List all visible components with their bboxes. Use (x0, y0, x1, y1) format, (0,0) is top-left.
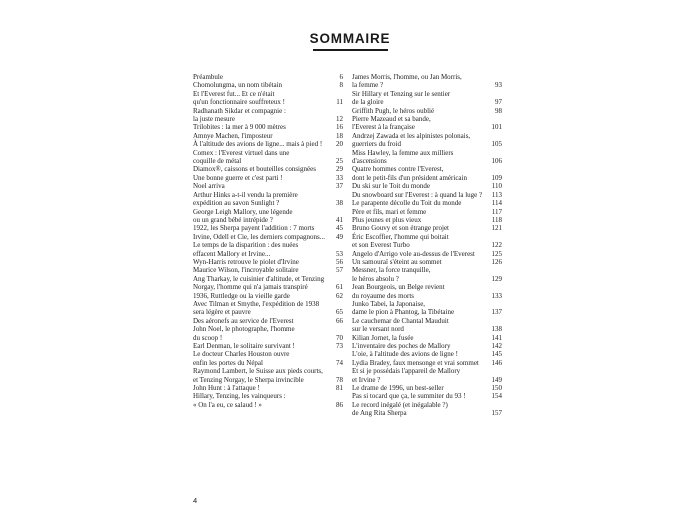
toc-entry (352, 182, 502, 190)
toc-entry (193, 350, 343, 367)
toc-entry-page: 86 (336, 400, 343, 409)
toc-entry-title-line: guerriers du froid (352, 140, 401, 149)
toc-entry-page: 98 (495, 106, 502, 115)
toc-entry-title-line: sera légère et pauvre (193, 308, 251, 317)
toc-entry-page: 8 (339, 81, 343, 90)
toc-entry-title-line: de Ang Rita Sherpa (352, 409, 407, 418)
toc-entry-title-line: Raymond Lambert, le Suisse aux pieds courts, (193, 367, 323, 376)
toc-entry-title-line: du scoop ! (193, 333, 223, 342)
toc-entry (352, 115, 502, 132)
toc-entry-page: 114 (491, 199, 502, 208)
toc-entry-title-line: Le docteur Charles Houston ouvre (193, 350, 290, 359)
toc-entry (352, 191, 502, 199)
toc-entry-title-line: Radhanath Sikdar et compagnie : (193, 106, 286, 115)
toc-entry-title-line: 1936, Ruttledge ou la vieille garde (193, 291, 290, 300)
toc-entry-title-line: et Irvine ? (352, 375, 381, 384)
toc-entry-page: 61 (336, 283, 343, 292)
toc-entry-title-line: Des aéronefs au service de l'Everest (193, 316, 294, 325)
toc-entry-title-line: effacent Mallory et Irvine... (193, 249, 271, 258)
toc-entry-page: 157 (491, 409, 502, 418)
toc-entry (352, 258, 502, 266)
toc-entry-title-line: expédition au savon Sunlight ? (193, 199, 280, 208)
page-number: 4 (193, 496, 198, 505)
toc-entry-title-line: Earl Denman, le solitaire survivant ! (193, 342, 295, 350)
toc-entry-title-line: enfin les portes du Népal (193, 358, 263, 367)
toc-entry (193, 258, 343, 266)
toc-entry-page: 113 (491, 190, 502, 199)
toc-entry-title-line: Wyn-Harris retrouve le piolet d'Irvine (193, 257, 299, 266)
toc-entry-page: 133 (491, 291, 502, 300)
toc-entry-page: 109 (491, 173, 502, 182)
toc-entry-page: 62 (336, 291, 343, 300)
toc-entry-title-line: Préambule (193, 73, 223, 81)
toc-entry (193, 275, 343, 292)
toc-entry-page: 25 (336, 157, 343, 166)
toc-entry-title-line: Et si je possédais l'appareil de Mallory (352, 367, 461, 376)
toc-entry (352, 392, 502, 400)
toc-entry (193, 392, 343, 409)
toc-entry-title-line: Diamox®, caissons et bouteilles consignées (193, 165, 316, 174)
toc-entry-title-line: Griffith Pugh, le héros oublié (352, 106, 435, 115)
toc-entry-title-line: Du snowboard sur l'Everest : à quand la luge ? (352, 190, 483, 199)
toc-entry-page: 97 (495, 98, 502, 107)
toc-entry (352, 317, 502, 334)
toc-entry-page: 56 (336, 257, 343, 266)
toc-entry-title-line: d'ascensions (352, 157, 387, 166)
toc-entry-page: 118 (491, 215, 502, 224)
toc-entry-page: 65 (336, 308, 343, 317)
toc-entry (352, 132, 502, 149)
toc-entry-title-line: Angelo d'Arrigo vole au-dessus de l'Everest (352, 249, 475, 258)
toc-entry-page: 20 (336, 140, 343, 149)
toc-entry (352, 367, 502, 384)
toc-entry-page: 141 (491, 333, 502, 342)
toc-entry-title-line: la juste mesure (193, 115, 235, 124)
toc-entry-page: 57 (336, 266, 343, 275)
toc-entry (352, 266, 502, 283)
toc-entry-title-line: Éric Escoffier, l'homme qui boitait (352, 232, 449, 241)
toc-entry-page: 110 (491, 182, 502, 191)
toc-entry-page: 81 (336, 384, 343, 393)
toc-entry-title-line: et son Everest Turbo (352, 241, 410, 250)
toc-entry-title-line: Sir Hillary et Tenzing sur le sentier (352, 89, 451, 98)
toc-entry-title-line: et Tenzing Norgay, le Sherpa invincible (193, 375, 304, 384)
toc-entry-page: 45 (336, 224, 343, 233)
toc-entry-title-line: du royaume des morts (352, 291, 415, 300)
toc-entry-title-line: Amnye Machen, l'imposteur (193, 131, 273, 140)
toc-entry-page: 106 (491, 157, 502, 166)
toc-entry-page: 101 (491, 123, 502, 132)
toc-entry (352, 107, 502, 115)
toc-entry-title-line: qu'un fonctionnaire souffreteux ! (193, 98, 285, 107)
toc-entry-page: 53 (336, 249, 343, 258)
toc-entry-title-line: Le cauchemar de Chantal Mauduit (352, 316, 449, 325)
toc-entry-page: 11 (336, 98, 343, 107)
toc-entry (193, 325, 343, 342)
toc-entry-page: 33 (336, 173, 343, 182)
toc-entry-title-line: Jean Bourgeois, un Belge revient (352, 283, 445, 292)
toc-entry-title-line: John Noel, le photographe, l'homme (193, 325, 295, 334)
toc-entry-title-line: Plus jeunes et plus vieux (352, 215, 422, 224)
toc-entry-page: 41 (336, 215, 343, 224)
toc-entry-page: 78 (336, 375, 343, 384)
toc-entry-page: 38 (336, 199, 343, 208)
toc-entry-page: 142 (491, 342, 502, 350)
toc-entry (193, 81, 343, 89)
toc-entry-title-line: la femme ? (352, 81, 384, 90)
toc-entry-page: 74 (336, 358, 343, 367)
toc-entry-title-line: L'oie, à l'altitude des avions de ligne ! (352, 350, 458, 359)
toc-entry (352, 342, 502, 350)
toc-entry-title-line: Bruno Gouvy et son étrange projet (352, 224, 450, 233)
toc-entry-page: 105 (491, 140, 502, 149)
toc-left-column (193, 73, 343, 409)
toc-entry (193, 90, 343, 107)
toc-entry-title-line: Lydia Bradey, faux mensonge et vrai sommet (352, 358, 479, 367)
toc-entry-title-line: le héros absolu ? (352, 274, 399, 283)
toc-entry-title-line: « On l'a eu, ce salaud ! » (193, 400, 262, 409)
toc-entry (352, 73, 502, 90)
toc-entry-title-line: Miss Hawley, la femme aux milliers (352, 148, 454, 157)
toc-entry-page: 93 (495, 81, 502, 90)
toc-entry-title-line: Quatre hommes contre l'Everest, (352, 165, 444, 174)
toc-entry-title-line: Maurice Wilson, l'incroyable solitaire (193, 266, 299, 275)
toc-entry-title-line: Hillary, Tenzing, les vainqueurs : (193, 392, 286, 401)
toc-entry-title-line: 1922, les Sherpa payent l'addition : 7 morts (193, 224, 315, 233)
toc-entry-page: 122 (491, 241, 502, 250)
toc-entry-page: 73 (336, 342, 343, 350)
toc-entry-page: 150 (491, 384, 502, 393)
toc-entry-title-line: Pas si tocard que ça, le summiter du 93 ! (352, 392, 466, 401)
toc-entry (193, 266, 343, 274)
toc-entry (352, 224, 502, 232)
toc-entry-page: 149 (491, 375, 502, 384)
toc-entry (193, 384, 343, 392)
toc-entry-page: 70 (336, 333, 343, 342)
toc-entry (352, 334, 502, 342)
toc-entry (352, 384, 502, 392)
toc-entry-title-line: Le temps de la disparition : des nuées (193, 241, 299, 250)
toc-entry-title-line: Et l'Everest fut... Et ce n'était (193, 89, 275, 98)
toc-entry-title-line: Messner, la force tranquille, (352, 266, 431, 275)
toc-entry (352, 250, 502, 258)
toc-entry (352, 350, 502, 358)
toc-entry (193, 241, 343, 258)
toc-entry-title-line: sur le versant nord (352, 325, 404, 334)
toc-entry-page: 126 (491, 257, 502, 266)
toc-entry-title-line: James Morris, l'homme, ou Jan Morris, (352, 73, 462, 81)
toc-entry-page: 121 (491, 224, 502, 233)
toc-entry-title-line: Kilian Jornet, la fusée (352, 333, 414, 342)
toc-entry-title-line: Avec Tilman et Smythe, l'expédition de 1938 (193, 299, 320, 308)
toc-entry-title-line: L'inventaire des poches de Mallory (352, 342, 451, 350)
toc-entry (352, 300, 502, 317)
toc-entry-page: 125 (491, 249, 502, 258)
toc-entry-title-line: Ang Tharkay, le cuisinier d'altitude, et Tenzing (193, 274, 325, 283)
toc-entry-title-line: dont le petit-fils d'un président américain (352, 173, 467, 182)
toc-entry-title-line: Andrzej Zawada et les alpinistes polonais, (352, 131, 471, 140)
page-title: SOMMAIRE (309, 31, 391, 46)
toc-entry-title-line: À l'altitude des avions de ligne... mais à pied ! (193, 140, 323, 149)
toc-entry-title-line: de la gloire (352, 98, 384, 107)
toc-entry-title-line: Pierre Mazeaud et sa bande, (352, 115, 431, 124)
toc-entry (193, 73, 343, 81)
toc-entry-page: 66 (336, 316, 343, 325)
toc-entry-title-line: Père et fils, mari et femme (352, 207, 427, 216)
toc-entry-title-line: Comex : l'Everest virtuel dans une (193, 148, 290, 157)
toc-entry-title-line: Chomolungma, un nom tibétain (193, 81, 283, 90)
toc-entry (193, 107, 343, 124)
toc-entry (193, 165, 343, 173)
toc-entry (352, 165, 502, 182)
toc-entry-page: 29 (336, 165, 343, 174)
toc-entry-page: 6 (339, 73, 343, 81)
toc-entry-page: 137 (491, 308, 502, 317)
toc-entry (193, 300, 343, 317)
toc-entry (193, 174, 343, 182)
toc-entry-title-line: coquille de métal (193, 157, 242, 166)
toc-entry (352, 90, 502, 107)
toc-entry-page: 154 (491, 392, 502, 401)
toc-entry (193, 342, 343, 350)
toc-entry-page: 49 (336, 232, 343, 241)
toc-entry (352, 216, 502, 224)
toc-entry (352, 283, 502, 300)
toc-entry-title-line: l'Everest à la française (352, 123, 415, 132)
toc-entry-title-line: ou un grand bébé intrépide ? (193, 215, 273, 224)
toc-entry-title-line: Irvine, Odell et Cie, les derniers compagnons... (193, 232, 325, 241)
toc-entry-page: 129 (491, 274, 502, 283)
toc-entry (193, 123, 343, 131)
toc-entry (193, 140, 343, 148)
toc-entry-page: 146 (491, 358, 502, 367)
toc-entry (193, 132, 343, 140)
toc-entry-title-line: dame le pion à Phantog, la Tibétaine (352, 308, 455, 317)
toc-entry-title-line: Le record inégalé (et inégalable ?) (352, 400, 448, 409)
toc-entry-title-line: Un samouraï s'éteint au sommet (352, 257, 442, 266)
toc-entry (193, 149, 343, 166)
toc-entry (193, 191, 343, 208)
toc-entry-title-line: George Leigh Mallory, une légende (193, 207, 293, 216)
toc-entry-page: 138 (491, 325, 502, 334)
toc-entry-title-line: Arthur Hinks a-t-il vendu la première (193, 190, 298, 199)
title-underline (313, 49, 388, 51)
toc-entry-title-line: Du ski sur le Toit du monde (352, 182, 430, 191)
toc-entry-title-line: Junko Tabei, la Japonaise, (352, 299, 426, 308)
toc-entry-title-line: Une bonne guerre et c'est parti ! (193, 173, 283, 182)
toc-entry-title-line: Noel arriva (193, 182, 225, 191)
toc-entry (352, 199, 502, 207)
toc-entry (352, 149, 502, 166)
toc-entry-page: 18 (336, 131, 343, 140)
toc-entry-page: 117 (491, 207, 502, 216)
toc-entry-page: 16 (336, 123, 343, 132)
toc-entry (352, 233, 502, 250)
toc-right-column (352, 73, 502, 418)
toc-entry-title-line: John Hunt : à l'attaque ! (193, 384, 260, 393)
toc-entry (352, 401, 502, 418)
toc-entry-page: 12 (336, 115, 343, 124)
toc-entry (193, 208, 343, 225)
toc-entry-title-line: Trilobites : la mer à 9 000 mètres (193, 123, 286, 132)
toc-entry (193, 367, 343, 384)
toc-entry (193, 317, 343, 325)
toc-entry-page: 37 (336, 182, 343, 191)
toc-entry (352, 359, 502, 367)
toc-entry (352, 208, 502, 216)
toc-entry-title-line: Le parapente décolle du Toit du monde (352, 199, 462, 208)
toc-entry (193, 233, 343, 241)
toc-entry (193, 292, 343, 300)
toc-entry (193, 224, 343, 232)
toc-entry-page: 145 (491, 350, 502, 359)
toc-entry-title-line: Norgay, l'homme qui n'a jamais transpiré (193, 283, 308, 292)
toc-entry-title-line: Le drame de 1996, un best-seller (352, 384, 444, 393)
toc-entry (193, 182, 343, 190)
